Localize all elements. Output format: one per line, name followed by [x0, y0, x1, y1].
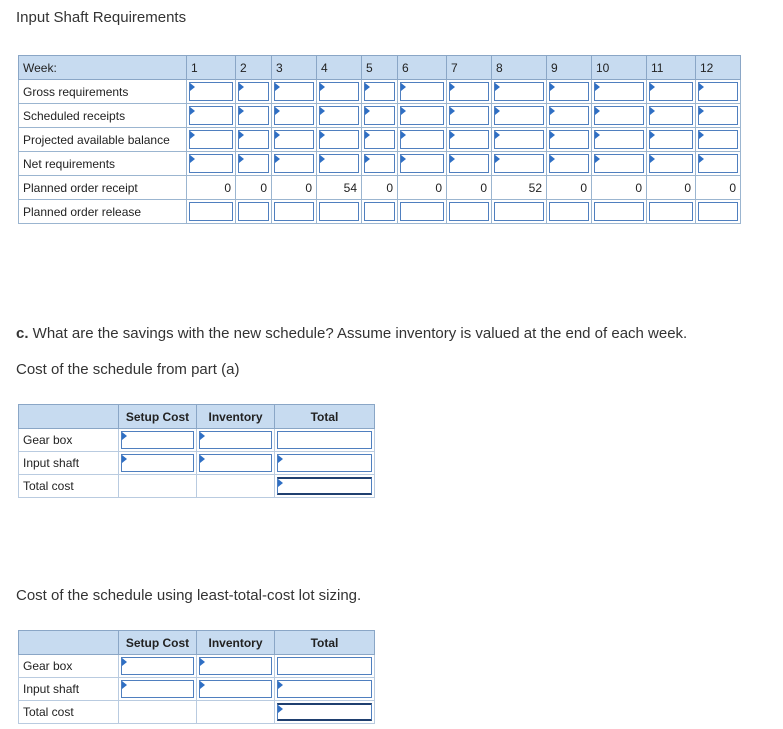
input-marker-icon: [278, 455, 283, 463]
input-marker-icon: [320, 107, 325, 115]
mrp-input-week-1[interactable]: [187, 80, 236, 104]
mrp-input-week-2[interactable]: [236, 200, 272, 224]
mrp-input-week-5[interactable]: [362, 152, 398, 176]
receipt-value-week-7: 0: [447, 176, 492, 200]
mrp-input-week-4[interactable]: [317, 104, 362, 128]
mrp-input-week-6[interactable]: [398, 104, 447, 128]
mrp-input-week-6[interactable]: [398, 80, 447, 104]
week-10: 10: [592, 56, 647, 80]
gear-box-row: [19, 655, 375, 678]
mrp-input-week-11[interactable]: [647, 200, 696, 224]
mrp-input-week-5[interactable]: [362, 200, 398, 224]
gross-requirements-row: [19, 80, 741, 104]
receipt-value-week-1: 0: [187, 176, 236, 200]
input-marker-icon: [699, 155, 704, 163]
input-marker-icon: [122, 432, 127, 440]
input-marker-icon: [190, 107, 195, 115]
page-title: Input Shaft Requirements: [16, 9, 187, 26]
input-marker-icon: [650, 155, 655, 163]
mrp-input-week-8[interactable]: [492, 152, 547, 176]
receipt-value-week-12: 0: [696, 176, 741, 200]
input-marker-icon: [450, 155, 455, 163]
gear-box-setup-input[interactable]: [119, 429, 197, 452]
week-1: 1: [187, 56, 236, 80]
week-label: Week:: [19, 56, 187, 80]
mrp-input-week-6[interactable]: [398, 152, 447, 176]
receipt-value-week-3: 0: [272, 176, 317, 200]
input-marker-icon: [122, 681, 127, 689]
mrp-input-week-6[interactable]: [398, 200, 447, 224]
mrp-input-week-4[interactable]: [317, 152, 362, 176]
mrp-input-week-10[interactable]: [592, 80, 647, 104]
inventory-header: Inventory: [197, 631, 275, 655]
mrp-input-week-7[interactable]: [447, 128, 492, 152]
input-marker-icon: [495, 107, 500, 115]
corner-cell: [19, 405, 119, 429]
mrp-input-week-4[interactable]: [317, 128, 362, 152]
mrp-input-week-12[interactable]: [696, 200, 741, 224]
mrp-input-week-3[interactable]: [272, 200, 317, 224]
mrp-input-week-8[interactable]: [492, 200, 547, 224]
mrp-input-week-8[interactable]: [492, 104, 547, 128]
total-cost-setup-cell: [119, 701, 197, 724]
planned-order-receipt-row: [19, 176, 741, 200]
receipt-value-week-11: 0: [647, 176, 696, 200]
planned-order-release-row: [19, 200, 741, 224]
total-header: Total: [275, 631, 375, 655]
mrp-input-week-7[interactable]: [447, 104, 492, 128]
input-marker-icon: [595, 131, 600, 139]
total-cost-inventory-cell: [197, 701, 275, 724]
mrp-input-week-9[interactable]: [547, 104, 592, 128]
mrp-input-week-1[interactable]: [187, 200, 236, 224]
row-label: Planned order receipt: [19, 176, 187, 200]
mrp-table: [18, 55, 741, 224]
week-12: 12: [696, 56, 741, 80]
inventory-header: Inventory: [197, 405, 275, 429]
input-marker-icon: [401, 155, 406, 163]
mrp-input-week-3[interactable]: [272, 104, 317, 128]
mrp-input-week-12[interactable]: [696, 80, 741, 104]
input-shaft-inventory-input[interactable]: [197, 678, 275, 701]
mrp-input-week-3[interactable]: [272, 152, 317, 176]
input-marker-icon: [450, 83, 455, 91]
cost-header-row: [19, 631, 375, 655]
mrp-input-week-9[interactable]: [547, 128, 592, 152]
week-5: 5: [362, 56, 398, 80]
mrp-input-week-3[interactable]: [272, 80, 317, 104]
input-shaft-row: [19, 678, 375, 701]
mrp-input-week-7[interactable]: [447, 80, 492, 104]
input-marker-icon: [278, 705, 283, 713]
cost-table-part-a: [18, 404, 375, 498]
input-marker-icon: [275, 131, 280, 139]
week-8: 8: [492, 56, 547, 80]
input-marker-icon: [239, 83, 244, 91]
part-a-cost-label: Cost of the schedule from part (a): [16, 361, 240, 378]
receipt-value-week-2: 0: [236, 176, 272, 200]
input-shaft-total-input[interactable]: [275, 678, 375, 701]
mrp-input-week-10[interactable]: [592, 200, 647, 224]
setup-cost-header: Setup Cost: [119, 405, 197, 429]
projected-balance-row: [19, 128, 741, 152]
input-shaft-row: [19, 452, 375, 475]
receipt-value-week-6: 0: [398, 176, 447, 200]
mrp-input-week-5[interactable]: [362, 128, 398, 152]
question-c: [16, 325, 687, 342]
receipt-value-week-10: 0: [592, 176, 647, 200]
input-marker-icon: [278, 479, 283, 487]
input-marker-icon: [495, 83, 500, 91]
gear-box-total-input[interactable]: [275, 429, 375, 452]
week-2: 2: [236, 56, 272, 80]
net-requirements-row: [19, 152, 741, 176]
input-marker-icon: [495, 155, 500, 163]
mrp-input-week-11[interactable]: [647, 104, 696, 128]
question-prefix: c.: [16, 325, 29, 342]
gear-box-label: Gear box: [19, 429, 119, 452]
input-marker-icon: [278, 681, 283, 689]
mrp-input-week-10[interactable]: [592, 152, 647, 176]
mrp-input-week-8[interactable]: [492, 128, 547, 152]
total-cost-setup-cell: [119, 475, 197, 498]
input-marker-icon: [200, 658, 205, 666]
mrp-input-week-6[interactable]: [398, 128, 447, 152]
mrp-input-week-12[interactable]: [696, 104, 741, 128]
input-marker-icon: [320, 83, 325, 91]
mrp-input-week-1[interactable]: [187, 152, 236, 176]
row-label: Gross requirements: [19, 80, 187, 104]
mrp-input-week-4[interactable]: [317, 200, 362, 224]
week-9: 9: [547, 56, 592, 80]
total-cost-row: [19, 701, 375, 724]
week-11: 11: [647, 56, 696, 80]
input-shaft-total-input[interactable]: [275, 452, 375, 475]
input-shaft-label: Input shaft: [19, 678, 119, 701]
input-marker-icon: [699, 131, 704, 139]
input-marker-icon: [650, 107, 655, 115]
setup-cost-header: Setup Cost: [119, 631, 197, 655]
corner-cell: [19, 631, 119, 655]
mrp-input-week-9[interactable]: [547, 152, 592, 176]
input-marker-icon: [365, 155, 370, 163]
mrp-input-week-2[interactable]: [236, 152, 272, 176]
input-marker-icon: [401, 107, 406, 115]
total-cost-label: Total cost: [19, 475, 119, 498]
input-shaft-setup-input[interactable]: [119, 452, 197, 475]
row-label: Projected available balance: [19, 128, 187, 152]
mrp-input-week-7[interactable]: [447, 200, 492, 224]
input-marker-icon: [595, 155, 600, 163]
input-marker-icon: [550, 131, 555, 139]
mrp-input-week-12[interactable]: [696, 152, 741, 176]
total-header: Total: [275, 405, 375, 429]
mrp-input-week-2[interactable]: [236, 128, 272, 152]
mrp-input-week-3[interactable]: [272, 128, 317, 152]
week-3: 3: [272, 56, 317, 80]
input-marker-icon: [190, 83, 195, 91]
input-marker-icon: [320, 155, 325, 163]
mrp-input-week-11[interactable]: [647, 152, 696, 176]
receipt-value-week-5: 0: [362, 176, 398, 200]
mrp-input-week-8[interactable]: [492, 80, 547, 104]
gear-box-label: Gear box: [19, 655, 119, 678]
input-marker-icon: [190, 155, 195, 163]
least-total-cost-label: Cost of the schedule using least-total-cost lot sizing.: [16, 587, 362, 604]
mrp-input-week-9[interactable]: [547, 80, 592, 104]
mrp-input-week-5[interactable]: [362, 104, 398, 128]
cost-table-least-total-cost: [18, 630, 375, 724]
total-cost-input[interactable]: [275, 701, 375, 724]
mrp-input-week-4[interactable]: [317, 80, 362, 104]
input-marker-icon: [699, 83, 704, 91]
week-7: 7: [447, 56, 492, 80]
gear-box-setup-input[interactable]: [119, 655, 197, 678]
input-marker-icon: [365, 83, 370, 91]
input-marker-icon: [550, 155, 555, 163]
question-text: What are the savings with the new schedule? Assume inventory is valued at the end of each week.: [28, 325, 688, 342]
input-marker-icon: [401, 83, 406, 91]
mrp-input-week-9[interactable]: [547, 200, 592, 224]
mrp-input-week-2[interactable]: [236, 80, 272, 104]
input-marker-icon: [275, 107, 280, 115]
input-marker-icon: [239, 131, 244, 139]
input-marker-icon: [550, 83, 555, 91]
input-marker-icon: [699, 107, 704, 115]
input-shaft-setup-input[interactable]: [119, 678, 197, 701]
input-marker-icon: [200, 432, 205, 440]
input-marker-icon: [401, 131, 406, 139]
input-marker-icon: [550, 107, 555, 115]
input-marker-icon: [365, 107, 370, 115]
week-4: 4: [317, 56, 362, 80]
input-marker-icon: [650, 83, 655, 91]
input-marker-icon: [239, 155, 244, 163]
input-marker-icon: [595, 107, 600, 115]
mrp-input-week-10[interactable]: [592, 128, 647, 152]
input-marker-icon: [450, 131, 455, 139]
input-marker-icon: [200, 681, 205, 689]
total-cost-row: [19, 475, 375, 498]
input-marker-icon: [595, 83, 600, 91]
mrp-input-week-2[interactable]: [236, 104, 272, 128]
gear-box-total-input[interactable]: [275, 655, 375, 678]
input-marker-icon: [650, 131, 655, 139]
week-6: 6: [398, 56, 447, 80]
receipt-value-week-4: 54: [317, 176, 362, 200]
input-marker-icon: [275, 155, 280, 163]
gear-box-inventory-input[interactable]: [197, 655, 275, 678]
row-label: Scheduled receipts: [19, 104, 187, 128]
mrp-input-week-11[interactable]: [647, 128, 696, 152]
total-cost-inventory-cell: [197, 475, 275, 498]
scheduled-receipts-row: [19, 104, 741, 128]
input-marker-icon: [122, 455, 127, 463]
mrp-input-week-5[interactable]: [362, 80, 398, 104]
receipt-value-week-8: 52: [492, 176, 547, 200]
input-shaft-inventory-input[interactable]: [197, 452, 275, 475]
row-label: Net requirements: [19, 152, 187, 176]
row-label: Planned order release: [19, 200, 187, 224]
gear-box-inventory-input[interactable]: [197, 429, 275, 452]
receipt-value-week-9: 0: [547, 176, 592, 200]
mrp-input-week-11[interactable]: [647, 80, 696, 104]
mrp-input-week-12[interactable]: [696, 128, 741, 152]
input-marker-icon: [450, 107, 455, 115]
input-marker-icon: [320, 131, 325, 139]
input-marker-icon: [122, 658, 127, 666]
input-marker-icon: [200, 455, 205, 463]
gear-box-row: [19, 429, 375, 452]
mrp-input-week-1[interactable]: [187, 128, 236, 152]
input-marker-icon: [495, 131, 500, 139]
cost-header-row: [19, 405, 375, 429]
week-header-row: [19, 56, 741, 80]
input-shaft-label: Input shaft: [19, 452, 119, 475]
input-marker-icon: [275, 83, 280, 91]
input-marker-icon: [365, 131, 370, 139]
input-marker-icon: [190, 131, 195, 139]
total-cost-label: Total cost: [19, 701, 119, 724]
mrp-input-week-7[interactable]: [447, 152, 492, 176]
mrp-input-week-1[interactable]: [187, 104, 236, 128]
input-marker-icon: [239, 107, 244, 115]
mrp-input-week-10[interactable]: [592, 104, 647, 128]
total-cost-input[interactable]: [275, 475, 375, 498]
